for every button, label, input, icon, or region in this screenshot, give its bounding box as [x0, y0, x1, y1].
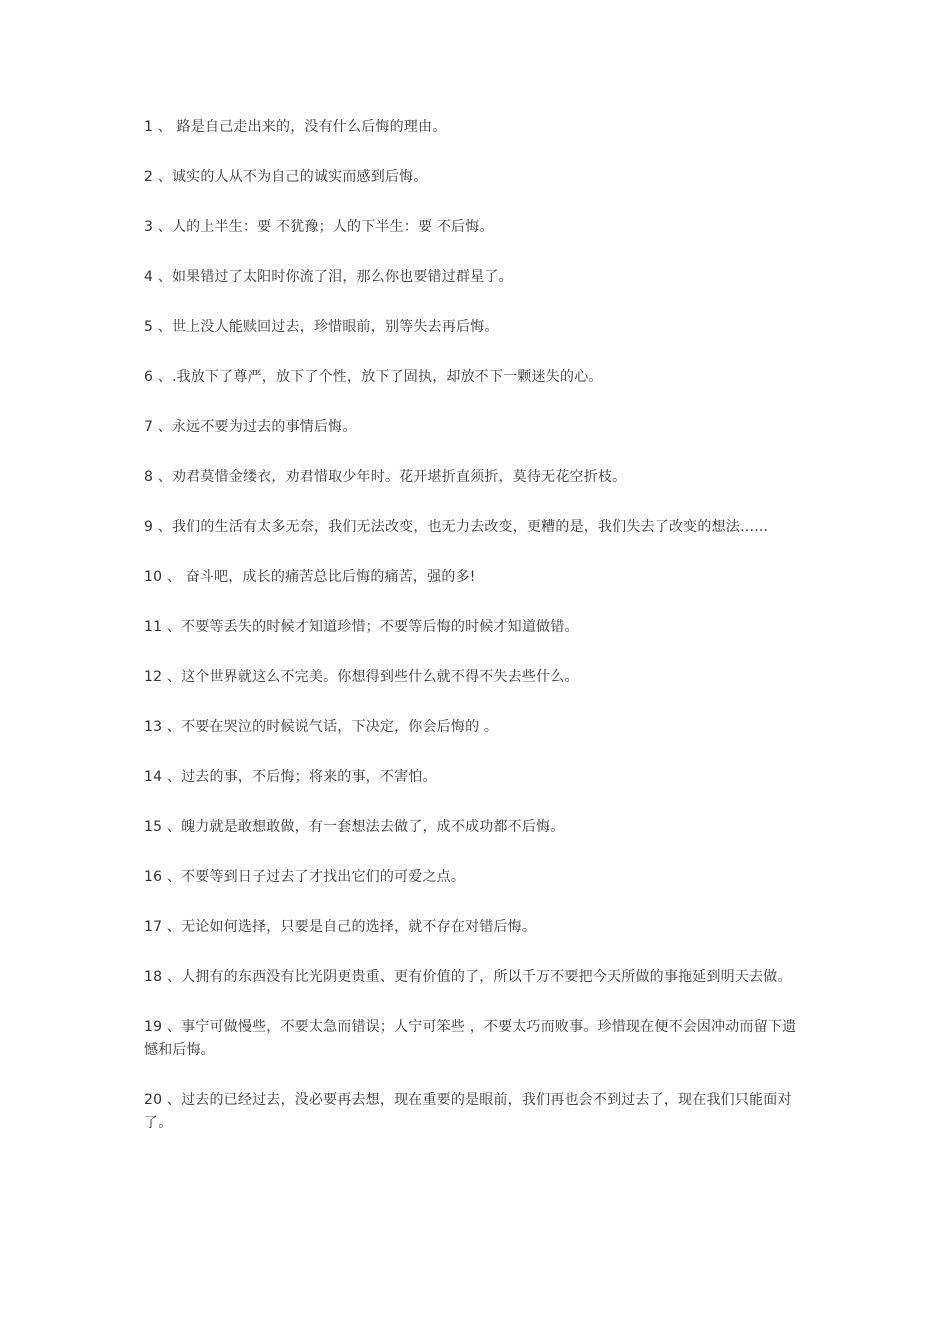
- list-item: 6 、.我放下了尊严，放下了个性，放下了固执，却放不下一颗迷失的心。: [144, 369, 603, 385]
- list-item: 16 、不要等到日子过去了才找出它们的可爱之点。: [144, 869, 466, 885]
- list-item: 18 、人拥有的东西没有比光阴更贵重、更有价值的了，所以千万不要把今天所做的事拖延到明天去做。: [144, 969, 792, 985]
- list-item: 11 、不要等丢失的时候才知道珍惜；不要等后悔的时候才知道做错。: [144, 619, 579, 635]
- list-item: 5 、世上没人能赎回过去，珍惜眼前，别等失去再后悔。: [144, 319, 499, 335]
- list-item: 4 、如果错过了太阳时你流了泪，那么你也要错过群星了。: [144, 269, 513, 285]
- list-item: 14 、过去的事，不后悔；将来的事，不害怕。: [144, 769, 437, 785]
- list-item: 8 、劝君莫惜金缕衣，劝君惜取少年时。花开堪折直须折，莫待无花空折枝。: [144, 469, 627, 485]
- list-item: 15 、魄力就是敢想敢做，有一套想法去做了，成不成功都不后悔。: [144, 819, 565, 835]
- list-item: 12 、这个世界就这么不完美。你想得到些什么就不得不失去些什么。: [144, 669, 579, 685]
- list-item: 9 、我们的生活有太多无奈，我们无法改变，也无力去改变，更糟的是，我们失去了改变的想法……: [144, 519, 769, 535]
- list-item: 19 、事宁可做慢些，不要太急而错误；人宁可笨些 ，不要太巧而败事。珍惜现在便不会因冲动而留下遗憾和后悔。: [144, 1019, 797, 1058]
- list-item: 20 、过去的已经过去，没必要再去想，现在重要的是眼前，我们再也会不到过去了，现在我们只能面对了。: [144, 1092, 792, 1131]
- list-item: 13 、不要在哭泣的时候说气话，下决定，你会后悔的 。: [144, 719, 499, 735]
- list-item: 17 、无论如何选择，只要是自己的选择，就不存在对错后悔。: [144, 919, 537, 935]
- list-item: 2 、诚实的人从不为自己的诚实而感到后悔。: [144, 169, 428, 185]
- list-item: 1 、 路是自己走出来的，没有什么后悔的理由。: [144, 119, 447, 135]
- list-item: 3 、人的上半生：要 不犹豫；人的下半生：要 不后悔。: [144, 219, 494, 235]
- list-item: 7 、永远不要为过去的事情后悔。: [144, 419, 357, 435]
- document-body: [144, 116, 810, 1135]
- list-item: 10 、 奋斗吧，成长的痛苦总比后悔的痛苦，强的多!: [144, 569, 476, 585]
